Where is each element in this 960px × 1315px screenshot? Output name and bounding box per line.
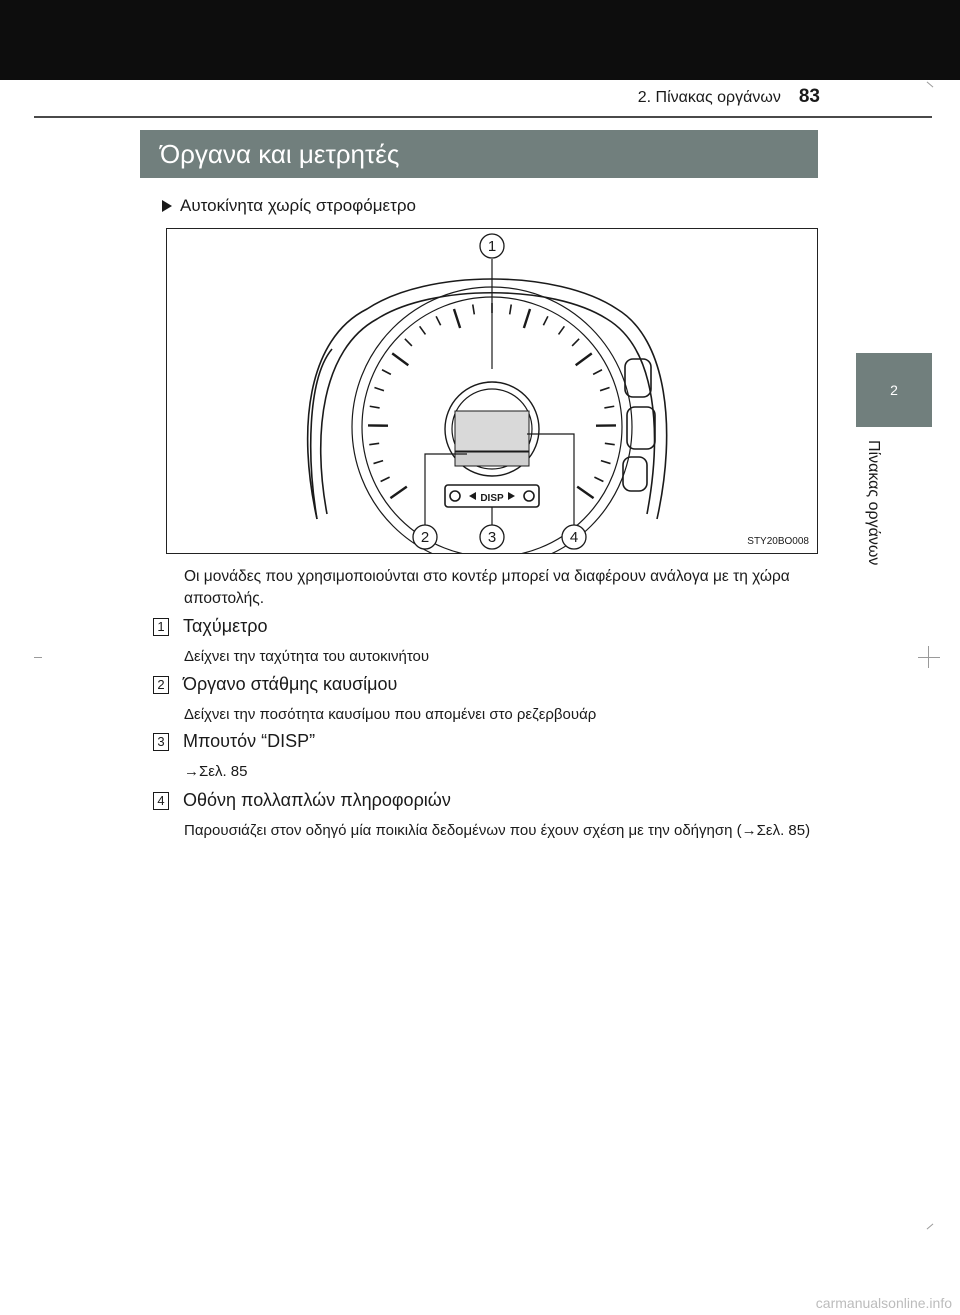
scale-tick: [454, 309, 460, 328]
chapter-number: 2: [890, 382, 898, 398]
scale-tick: [374, 388, 383, 391]
crop-mark: [927, 82, 934, 88]
scale-tick: [600, 388, 609, 391]
item-number: 3: [153, 733, 169, 751]
scale-tick: [405, 339, 412, 346]
scale-tick: [594, 477, 603, 481]
crop-mark: [927, 1224, 934, 1230]
running-header: [560, 86, 820, 108]
cluster-housing-inner: [321, 293, 655, 514]
callout-2: 2: [420, 529, 430, 546]
right-pod-lower: [623, 457, 647, 491]
item-description: Δείχνει την ποσότητα καυσίμου που απομένει στο ρεζερβουάρ: [184, 706, 597, 723]
item-number: 2: [153, 676, 169, 694]
left-arrow-icon: [469, 492, 476, 500]
disp-button-text: DISP: [480, 493, 504, 504]
scale-tick: [374, 461, 384, 464]
scale-tick: [420, 326, 426, 334]
item-number: 4: [153, 792, 169, 810]
item-title: Όργανο στάθμης καυσίμου: [183, 674, 398, 694]
multi-info-display: [455, 411, 529, 451]
variant-heading: [162, 196, 416, 216]
scale-tick: [593, 370, 602, 375]
item-description: →Σελ. 85: [184, 763, 248, 780]
watermark: carmanualsonline.info: [815, 1295, 952, 1311]
callout-4: 4: [569, 529, 579, 546]
scale-tick: [543, 316, 548, 325]
scale-tick: [473, 305, 475, 315]
item-speedometer: [153, 616, 267, 637]
scale-tick: [436, 316, 441, 325]
right-arrow-icon: [508, 492, 515, 500]
scale-tick: [510, 305, 512, 315]
crop-mark: [34, 657, 42, 658]
cluster-housing-outline: [308, 279, 667, 519]
variant-heading-text: Αυτοκίνητα χωρίς στροφόμετρο: [180, 196, 416, 215]
crop-mark: [918, 657, 940, 658]
item-title: Οθόνη πολλαπλών πληροφοριών: [183, 790, 451, 810]
item-description: Παρουσιάζει στον οδηγό μία ποικιλία δεδομένων που έχουν σχέση με την οδήγηση (→Σελ. 85): [184, 822, 811, 839]
item-multi-info-display: [153, 790, 451, 811]
scale-tick: [382, 370, 391, 375]
chapter-tab: [856, 353, 932, 427]
scale-tick: [524, 309, 530, 328]
top-black-band: [0, 0, 960, 80]
scale-tick: [381, 477, 390, 481]
scale-tick: [370, 406, 380, 408]
callout-3: 3: [487, 529, 497, 546]
scale-tick: [572, 339, 579, 346]
section-title-bar: [140, 130, 818, 178]
section-title: Όργανα και μετρητές: [160, 138, 400, 169]
triangle-bullet-icon: [162, 200, 172, 212]
chapter-side-label: Πίνακας οργάνων: [865, 440, 882, 566]
scale-tick: [577, 487, 593, 498]
scale-tick: [392, 353, 408, 365]
running-title: 2. Πίνακας οργάνων: [637, 89, 781, 106]
scale-tick: [369, 443, 379, 444]
scale-tick: [390, 487, 406, 498]
units-note: Οι μονάδες που χρησιμοποιούνται στο κοντέρ μπορεί να διαφέρουν ανάλογα με τη χώρα αποστολής.: [184, 568, 790, 607]
panel-knob-left: [450, 491, 460, 501]
item-number: 1: [153, 618, 169, 636]
panel-knob-right: [524, 491, 534, 501]
scale-tick: [601, 461, 611, 464]
scale-tick: [559, 326, 565, 334]
page-number: 83: [798, 86, 820, 107]
figure-code: STY20BO008: [747, 536, 809, 547]
instrument-cluster-illustration: [167, 229, 817, 553]
item-title: Ταχύμετρο: [183, 616, 268, 636]
item-fuel-gauge: [153, 674, 397, 695]
scale-tick: [604, 406, 614, 408]
item-title: Μπουτόν “DISP”: [183, 731, 316, 751]
item-description: Δείχνει την ταχύτητα του αυτοκινήτου: [184, 648, 430, 665]
instrument-cluster-figure: [166, 228, 818, 554]
crop-mark: [928, 646, 929, 668]
header-rule: [34, 116, 932, 118]
scale-tick: [576, 353, 592, 365]
scale-tick: [605, 443, 615, 444]
callout-1: 1: [487, 238, 497, 255]
item-disp-button: [153, 731, 315, 752]
